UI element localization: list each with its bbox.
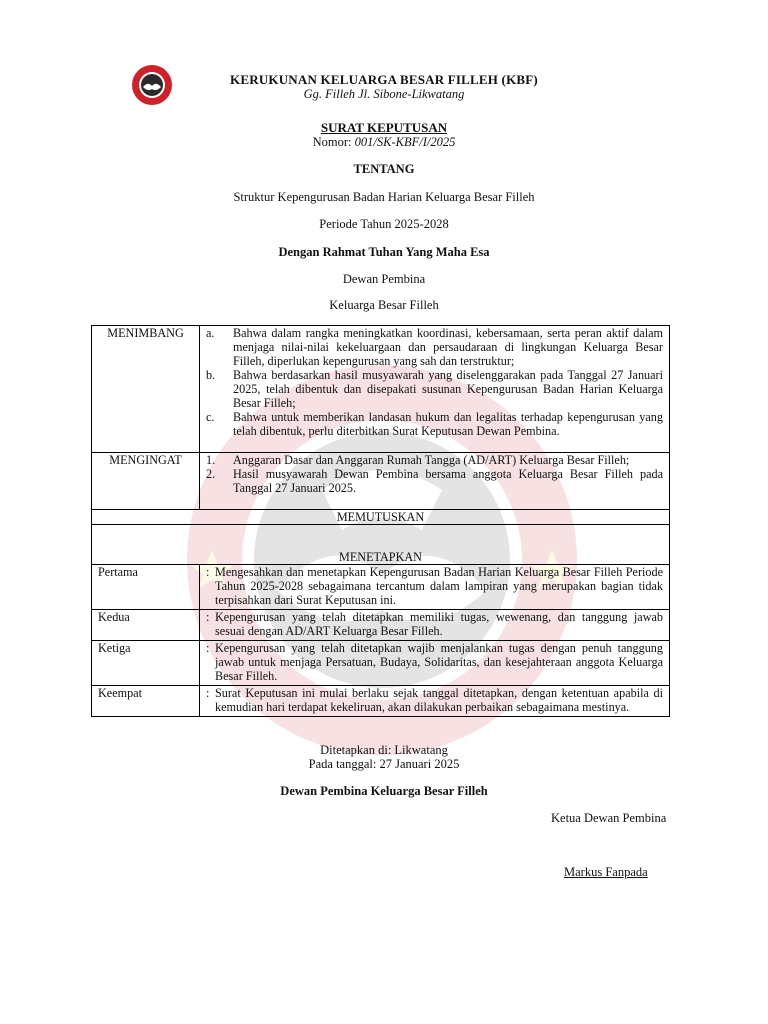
colon: : — [206, 641, 210, 655]
mengingat-label: MENGINGAT — [92, 453, 200, 510]
signer-name: Markus Fanpada — [564, 865, 648, 879]
organization-name: KERUKUNAN KELUARGA BESAR FILLEH (KBF) — [230, 72, 538, 87]
decree-table — [91, 325, 670, 717]
issued-date: Pada tanggal: 27 Januari 2025 — [308, 757, 460, 771]
menetapkan-heading: MENETAPKAN — [92, 525, 670, 565]
document-title: SURAT KEPUTUSAN — [320, 120, 448, 135]
nomor-value: 001/SK-KBF/I/2025 — [354, 135, 456, 149]
issued-place: Ditetapkan di: Likwatang — [320, 743, 448, 757]
colon: : — [206, 565, 210, 579]
decision-text: Surat Keputusan ini mulai berlaku sejak tanggal ditetapkan, dengan ketentuan apabila di kemudian hari terdapat kekeliruan, akan dilakukan perbaikan sebagaimana mestinya. — [215, 686, 663, 714]
decision-row — [92, 641, 670, 686]
colon: : — [206, 610, 210, 624]
item-marker: b. — [206, 368, 216, 382]
decision-label: Pertama — [92, 565, 200, 610]
document-number — [0, 135, 768, 150]
decision-label: Keempat — [92, 686, 200, 717]
memutuskan-heading: MEMUTUSKAN — [92, 510, 670, 525]
item-text: Hasil musyawarah Dewan Pembina bersama anggota Keluarga Besar Filleh pada Tanggal 27 Januari 2025. — [233, 467, 663, 495]
menimbang-label: MENIMBANG — [92, 326, 200, 453]
item-marker: c. — [206, 410, 215, 424]
blessing-line: Dengan Rahmat Tuhan Yang Maha Esa — [278, 245, 490, 259]
issuing-body: Dewan Pembina Keluarga Besar Filleh — [280, 784, 488, 798]
nomor-label: Nomor: — [312, 135, 355, 149]
menimbang-item — [206, 326, 663, 368]
menetapkan-row — [92, 525, 670, 565]
item-marker: a. — [206, 326, 215, 340]
memutuskan-row — [92, 510, 670, 525]
kbf-logo — [128, 64, 176, 106]
decision-label: Ketiga — [92, 641, 200, 686]
subject-line: Struktur Kepengurusan Badan Harian Keluarga Besar Filleh — [233, 190, 535, 204]
tentang-heading: TENTANG — [353, 162, 415, 176]
item-text: Bahwa untuk memberikan landasan hukum dan legalitas terhadap kepengurusan yang telah dibentuk, perlu diterbitkan Surat Keputusan Dewan Pembina. — [233, 410, 663, 438]
item-marker: 2. — [206, 467, 216, 481]
menimbang-item — [206, 368, 663, 410]
signer-position: Ketua Dewan Pembina — [551, 811, 667, 825]
mengingat-row — [92, 453, 670, 510]
decision-label: Kedua — [92, 610, 200, 641]
decision-row — [92, 565, 670, 610]
period-line: Periode Tahun 2025-2028 — [319, 217, 449, 231]
decision-text: Kepengurusan yang telah ditetapkan memiliki tugas, wewenang, dan tanggung jawab sesuai dengan AD/ART Keluarga Besar Filleh. — [215, 610, 663, 638]
item-text: Bahwa berdasarkan hasil musyawarah yang diselenggarakan pada Tanggal 27 Januari 2025, telah dibentuk dan disepakati susunan Kepengurusan Badan Harian Keluarga Besar Filleh; — [233, 368, 663, 410]
colon: : — [206, 686, 210, 700]
decision-text: Mengesahkan dan menetapkan Kepengurusan Badan Harian Keluarga Besar Filleh Periode Tahun 2025-2028 sebagaimana tercantum dalam lampiran yang merupakan bagian tidak terpisahkan dari Surat Keputusan ini. — [215, 565, 663, 607]
menimbang-item — [206, 410, 663, 438]
menimbang-row — [92, 326, 670, 453]
decision-row — [92, 686, 670, 717]
item-marker: 1. — [206, 453, 216, 467]
item-text: Bahwa dalam rangka meningkatkan koordinasi, kebersamaan, serta peran aktif dalam menjaga nilai-nilai kekeluargaan dan persaudaraan di lingkungan Keluarga Besar Filleh, diperlukan kepengurusan yang sah dan terstruktur; — [233, 326, 663, 368]
item-text: Anggaran Dasar dan Anggaran Rumah Tangga (AD/ART) Keluarga Besar Filleh; — [233, 453, 630, 467]
decision-row — [92, 610, 670, 641]
decision-text: Kepengurusan yang telah ditetapkan wajib menjalankan tugas dengan penuh tanggung jawab untuk menjaga Persatuan, Budaya, Solidaritas, dan kesejahteraan anggota Keluarga Besar Filleh. — [215, 641, 663, 683]
mengingat-item — [206, 453, 663, 467]
issuer-line-2: Keluarga Besar Filleh — [329, 298, 439, 312]
issuer-line-1: Dewan Pembina — [342, 272, 426, 286]
organization-address: Gg. Filleh Jl. Sibone-Likwatang — [303, 87, 465, 101]
mengingat-item — [206, 467, 663, 495]
